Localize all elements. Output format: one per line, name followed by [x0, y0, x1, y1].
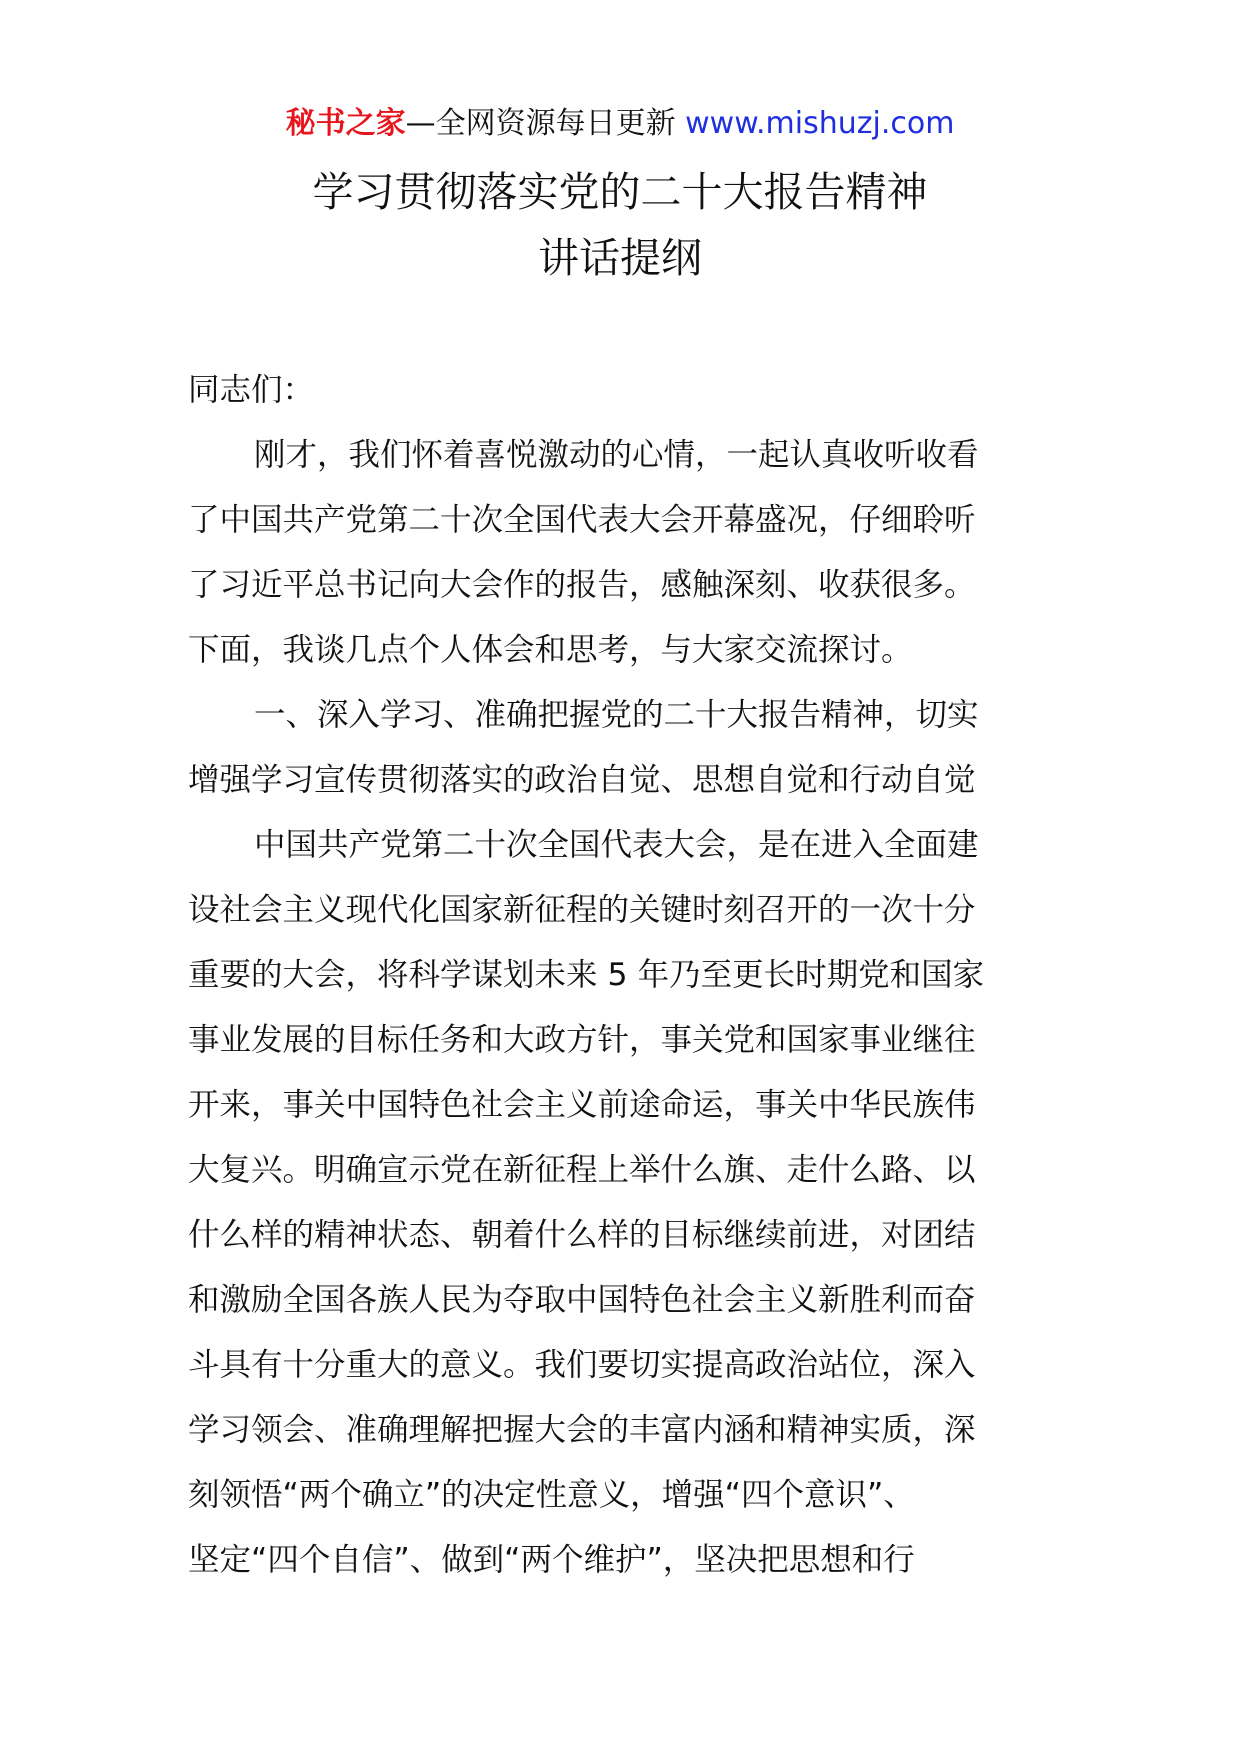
body-line: 斗具有十分重大的意义。我们要切实提高政治站位，深入: [188, 1347, 976, 1383]
body-line: 坚定“四个自信”、做到“两个维护”，坚决把思想和行: [188, 1542, 915, 1578]
body-line: 重要的大会，将科学谋划未来 5 年乃至更长时期党和国家: [188, 957, 985, 993]
body-line: 刚才，我们怀着喜悦激动的心情，一起认真收听收看: [254, 437, 979, 473]
body-line: 了中国共产党第二十次全国代表大会开幕盛况，仔细聆听: [188, 502, 976, 538]
body-line: 下面，我谈几点个人体会和思考，与大家交流探讨。: [188, 632, 913, 668]
brand-name: 秘书之家: [285, 106, 406, 141]
body-line: 和激励全国各族人民为夺取中国特色社会主义新胜利而奋: [188, 1282, 976, 1318]
body-line: 设社会主义现代化国家新征程的关键时刻召开的一次十分: [188, 892, 976, 928]
salutation: 同志们：: [188, 372, 315, 408]
document-body: [188, 358, 1058, 1593]
header-slogan: —全网资源每日更新: [405, 106, 676, 141]
document-title-line-1: 学习贯彻落实党的二十大报告精神: [312, 168, 928, 216]
section-heading-line: 一、深入学习、准确把握党的二十大报告精神，切实: [254, 697, 979, 733]
body-line: 什么样的精神状态、朝着什么样的目标继续前进，对团结: [188, 1217, 976, 1253]
body-line: 了习近平总书记向大会作的报告，感触深刻、收获很多。: [188, 567, 976, 603]
body-line: 学习领会、准确理解把握大会的丰富内涵和精神实质，深: [188, 1412, 976, 1448]
site-url-link[interactable]: www.mishuzj.com: [685, 106, 955, 141]
section-heading-line: 增强学习宣传贯彻落实的政治自觉、思想自觉和行动自觉: [188, 762, 976, 798]
site-header: [0, 104, 1240, 144]
body-line: 大复兴。明确宣示党在新征程上举什么旗、走什么路、以: [188, 1152, 976, 1188]
body-line: 中国共产党第二十次全国代表大会，是在进入全面建: [254, 827, 979, 863]
document-title-line-2: 讲话提纲: [538, 234, 702, 282]
body-line: 刻领悟“两个确立”的决定性意义，增强“四个意识”、: [188, 1477, 915, 1513]
body-line: 事业发展的目标任务和大政方针，事关党和国家事业继往: [188, 1022, 976, 1058]
body-line: 开来，事关中国特色社会主义前途命运，事关中华民族伟: [188, 1087, 976, 1123]
